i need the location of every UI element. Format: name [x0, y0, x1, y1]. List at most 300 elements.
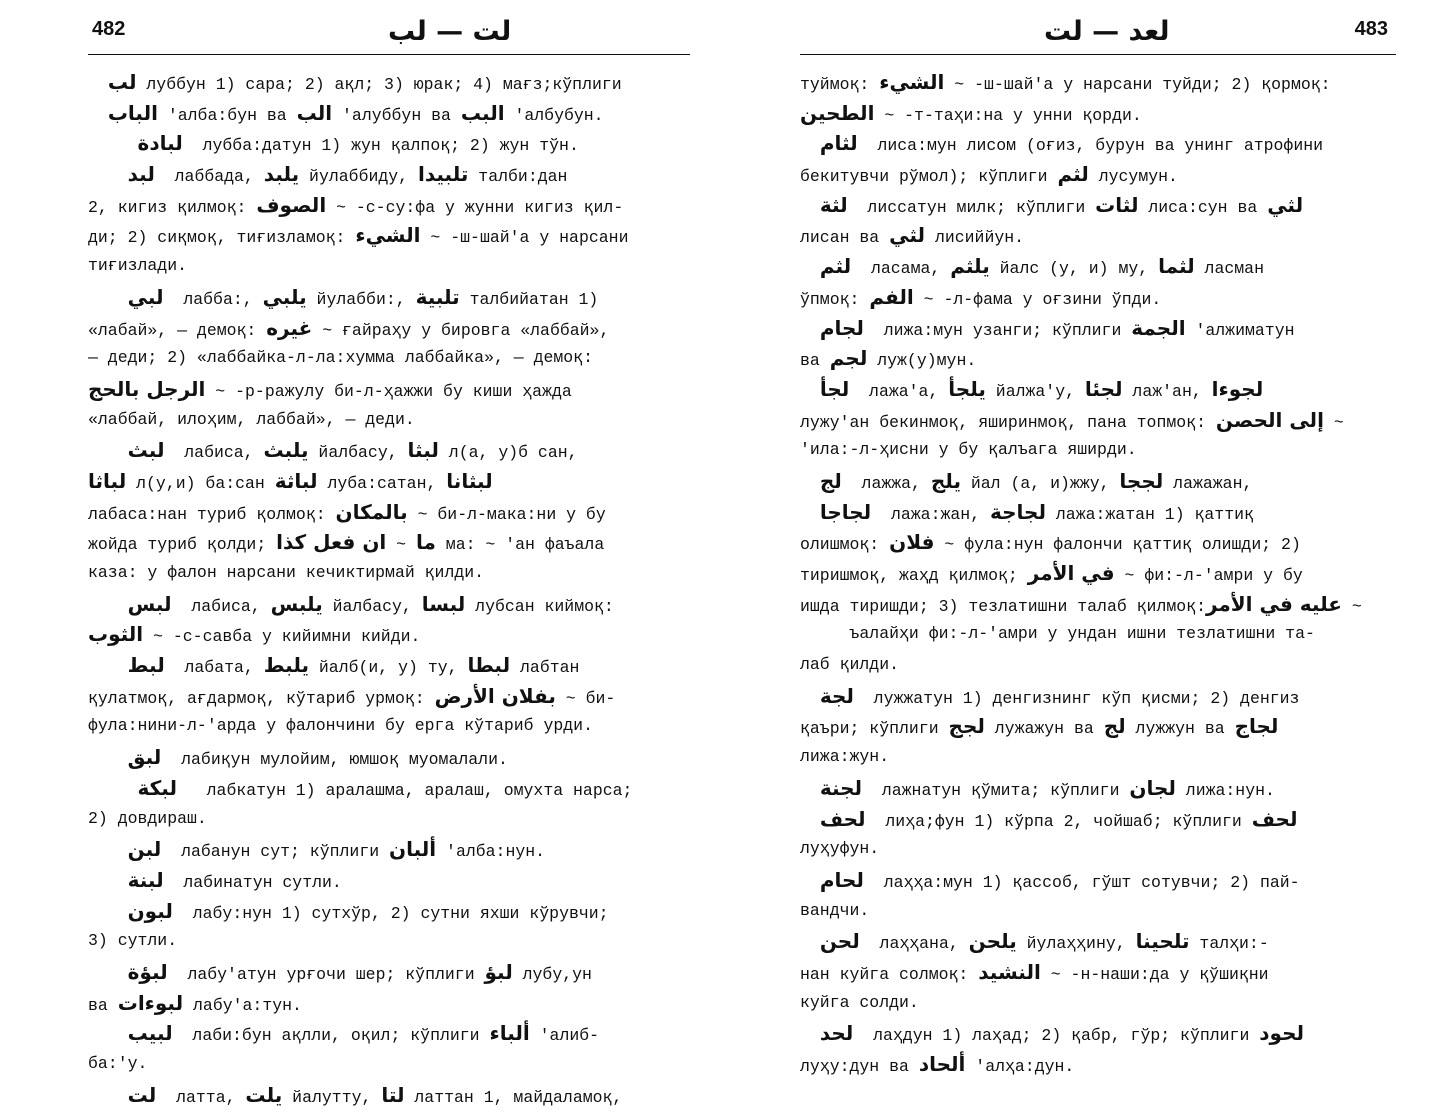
arabic-headword: يلبي [262, 284, 307, 309]
arabic-headword: في الأمر [1027, 561, 1115, 585]
right-page [800, 0, 1396, 1114]
entry-text: қаъри; кўплиги [800, 719, 949, 739]
text-line [88, 282, 690, 313]
left-page-header [88, 0, 690, 55]
text-line [800, 128, 1396, 159]
entry-text: ~ фи:-л-'амри у бу [1114, 566, 1303, 585]
text-line [800, 650, 1396, 681]
entry-text: лажа:жатан 1) қаттиқ [1045, 504, 1254, 524]
entry-text: лабиса, [164, 443, 264, 463]
entry-text: лаббада, [154, 167, 264, 187]
entry-text: қулатмоқ, ағдармоқ, кўтариб урмоқ: [88, 688, 435, 708]
entry-text: лиҳа;фун 1) кўрпа 2, чойшаб; кўплиги [865, 811, 1252, 831]
text-line [88, 681, 690, 712]
arabic-headword: الصوف [256, 192, 327, 217]
entry-text: лажажан, [1163, 473, 1253, 493]
arabic-headword: لبط [127, 653, 165, 678]
entry-text [800, 1026, 820, 1045]
right-page-header [800, 0, 1396, 55]
arabic-headword: البب [460, 100, 505, 125]
entry-text [88, 658, 128, 677]
entry-text: лаж'ан, [1122, 381, 1212, 401]
text-line [800, 527, 1396, 558]
entry-text: ~ [1341, 596, 1362, 616]
entry-text: 'алуббун ва [332, 105, 461, 125]
arabic-headword: لبق [127, 745, 162, 770]
arabic-headword: لجم [829, 346, 868, 371]
entry-text: луба:сатан, [317, 473, 447, 493]
entry-text: «лабай», — демоқ: [88, 320, 267, 340]
arabic-headword: لبث [127, 438, 165, 463]
arabic-headword: لبؤ [484, 959, 513, 984]
arabic-headword: تلبية [415, 284, 460, 309]
arabic-headword: ألباء [489, 1021, 530, 1046]
entry-text: нан куйга солмоқ: [800, 964, 979, 984]
text-line [800, 558, 1396, 589]
entry-text: ~ -ш-шай'а у нарсани туйди; 2) қормоқ: [944, 75, 1331, 94]
entry-text: ласман [1194, 259, 1264, 279]
entry-text: йалб(и, у) ту, [309, 658, 468, 678]
text-line [800, 589, 1396, 620]
arabic-headword: عليه في الأمر [1205, 591, 1342, 616]
entry-text: лиса:мун лисом (оғиз, бурун ва унинг атрофини [857, 136, 1324, 156]
entry-text [88, 781, 138, 800]
entry-text: йалс (у, и) му, [989, 259, 1159, 279]
entry-text: ъалайҳи фи:-л-'амри у ундан ишни тезлатишни та- [800, 624, 1315, 644]
entry-text: 2) довдираш. [88, 808, 207, 828]
entry-text: лужжатун 1) денгизнинг кўп қисми; 2) денгиз [853, 688, 1300, 708]
arabic-headword: تلحينا [1135, 929, 1190, 954]
arabic-headword: لبون [127, 898, 173, 923]
entry-text: — деди; 2) «лаббайка-л-ла:хумма лаббайка», — демоқ: [88, 348, 593, 368]
arabic-headword: الثوب [88, 622, 144, 647]
entry-text [88, 750, 128, 769]
arabic-headword: لجج [948, 714, 985, 739]
entry-text: йалбасу, [322, 596, 422, 616]
text-line [800, 711, 1396, 742]
arabic-headword: لجاجا [819, 499, 872, 524]
arabic-headword: لجوءا [1211, 376, 1264, 401]
arabic-headword: غيره [266, 315, 313, 340]
entry-text: ~ -с-су:фа у жунни кигиз қил- [326, 197, 624, 217]
left-page-number: 482 [92, 18, 126, 40]
entry-text: ишда тиришди; 3) тезлатишни талаб қилмоқ: [800, 596, 1206, 616]
entry-text: туймоқ: [800, 75, 880, 94]
text-line [88, 711, 690, 742]
arabic-headword: لثام [819, 131, 858, 156]
text-line [88, 128, 690, 159]
entry-text [88, 167, 128, 186]
arabic-headword: ألحاد [918, 1052, 966, 1076]
entry-text [800, 382, 820, 401]
arabic-headword: إلى الحصن [1215, 407, 1324, 432]
entry-text: лажнатун қўмита; кўплиги [862, 780, 1130, 800]
entry-text: луҳуфун. [800, 839, 880, 859]
entry-text: ~ [1323, 412, 1344, 432]
arabic-headword: يلبث [263, 438, 309, 463]
arabic-headword: لبطا [467, 653, 511, 678]
text-line [88, 343, 690, 374]
entry-text [88, 1088, 128, 1107]
arabic-headword: لبس [127, 591, 172, 616]
entry-text: лижа:мун узанги; кўплиги [863, 320, 1132, 340]
arabic-headword: لبيب [127, 1021, 173, 1046]
text-line [88, 435, 690, 466]
entry-text: лажа'а, [849, 381, 949, 401]
entry-text [88, 873, 128, 892]
text-line [800, 282, 1396, 313]
entry-text: лабинатун сутли. [163, 872, 342, 892]
left-page-body [88, 55, 690, 1110]
entry-text: лабиса, [171, 596, 271, 616]
arabic-headword: لتا [381, 1082, 405, 1107]
entry-text: ~ -р-ражулу би-л-ҳажжи бу киши ҳажда [205, 381, 572, 401]
text-line [800, 497, 1396, 528]
arabic-headword: لججا [1119, 468, 1164, 493]
text-line [88, 67, 690, 98]
entry-text: талбийатан 1) [459, 289, 599, 309]
entry-text [88, 290, 128, 309]
arabic-headword: الطحين [800, 100, 875, 125]
entry-text: йулабби:, [306, 289, 416, 309]
entry-text: лубба:датун 1) жун қалпоқ; 2) жун тўн. [182, 136, 579, 156]
entry-text [800, 934, 820, 953]
text-line [88, 926, 690, 957]
entry-text: ди; 2) сиқмоқ, тиғизламоқ: [88, 228, 356, 248]
arabic-headword: لحف [819, 806, 866, 831]
arabic-headword: ما [416, 530, 436, 555]
entry-text: ва [88, 995, 118, 1015]
entry-text: жойда туриб қолди; [88, 535, 277, 555]
entry-text [800, 689, 820, 708]
text-line [88, 957, 690, 988]
entry-text: лабиқун мулойим, юмшоқ муомалали. [161, 750, 508, 770]
text-line [88, 220, 690, 251]
text-line [800, 313, 1396, 344]
arabic-headword: لحن [819, 929, 860, 954]
arabic-headword: ألبان [389, 837, 437, 862]
entry-text: ~ ғайраҳу у бировга «лаббай», [312, 320, 610, 340]
arabic-headword: لبسا [421, 591, 466, 616]
arabic-headword: تلبيدا [417, 162, 469, 187]
entry-text: лажжа, [841, 473, 931, 493]
text-line [88, 988, 690, 1019]
text-line [800, 896, 1396, 927]
arabic-headword: بفلان الأرض [434, 683, 556, 708]
arabic-headword: يلت [245, 1082, 283, 1107]
entry-text: талҳи:- [1189, 934, 1269, 954]
arabic-headword: يلحن [968, 929, 1017, 954]
entry-text: бекитувчи рўмол); кўплиги [800, 167, 1058, 187]
entry-text: йалбасу, [308, 443, 408, 463]
entry-text: лаҳҳана, [859, 934, 969, 954]
text-line [800, 405, 1396, 436]
entry-text: лабу'атун урғочи шер; кўплиги [167, 964, 485, 984]
entry-text: вандчи. [800, 900, 870, 920]
entry-text [800, 474, 820, 493]
entry-text [88, 75, 108, 94]
arabic-headword: يلبس [270, 591, 323, 616]
entry-text: 'алиб- [529, 1026, 600, 1046]
arabic-headword: الشيء [355, 223, 421, 248]
entry-text: йалутту, [282, 1087, 382, 1107]
text-line [88, 773, 690, 804]
text-line [88, 619, 690, 650]
entry-text: ~ -л-фама у оғзини ўпди. [913, 289, 1162, 309]
text-line [88, 159, 690, 190]
entry-text [88, 965, 128, 984]
entry-text: «лаббай, илоҳим, лаббай», — деди. [88, 409, 415, 429]
entry-text [88, 1026, 128, 1045]
arabic-headword: لثما [1158, 254, 1195, 279]
entry-text: ~ -ш-шай'а у нарсани [420, 228, 629, 248]
entry-text: тиришмоқ, жаҳд қилмоқ; [800, 566, 1028, 585]
entry-text: лабаса:нан туриб қолмоқ: [88, 504, 336, 524]
arabic-headword: الباب [107, 100, 158, 125]
arabic-headword: الشيء [879, 70, 945, 94]
arabic-headword: لجة [819, 683, 854, 708]
entry-text: ўпмоқ: [800, 289, 870, 309]
arabic-headword: لبد [127, 162, 155, 187]
entry-text: лужажун ва [984, 719, 1104, 739]
arabic-headword: الرجل بالحج [88, 376, 206, 401]
text-line [800, 804, 1396, 835]
entry-text: 'алжиматун [1185, 320, 1295, 340]
entry-text: 'албубун. [504, 105, 604, 125]
text-line [800, 374, 1396, 405]
right-page-running-head: لعد — لت [1044, 16, 1170, 47]
entry-text [800, 198, 820, 217]
entry-text: лужу'ан бекинмоқ, яширинмоқ, пана топмоқ: [800, 412, 1216, 432]
text-line [88, 558, 690, 589]
arabic-headword: يلجأ [948, 376, 986, 401]
text-line [88, 1018, 690, 1049]
entry-text: 'алба:нун. [436, 842, 546, 862]
entry-text: лиссатун милк; кўплиги [847, 197, 1096, 217]
entry-text: олишмоқ: [800, 535, 890, 555]
arabic-headword: يلبط [263, 653, 309, 678]
entry-text: лужжун ва [1125, 719, 1235, 739]
entry-text: лижа:жун. [800, 747, 890, 767]
text-line [88, 1049, 690, 1080]
arabic-headword: بالمكان [335, 499, 408, 524]
entry-text: ласама, [851, 259, 951, 279]
entry-text [88, 842, 128, 861]
text-line [88, 405, 690, 436]
text-line [800, 466, 1396, 497]
entry-text: ма: ~ 'ан фаъала [435, 535, 605, 555]
text-line [800, 343, 1396, 374]
text-line [88, 190, 690, 221]
entry-text: лубу,ун [512, 964, 592, 984]
entry-text [800, 259, 820, 278]
arabic-headword: لثات [1095, 192, 1139, 217]
entry-text: лабкатун 1) аралашма, аралаш, омухта нарса; [176, 780, 633, 800]
left-page [88, 0, 690, 1114]
arabic-headword: لحود [1259, 1021, 1304, 1046]
text-line [800, 619, 1396, 650]
arabic-headword: لثم [819, 254, 852, 279]
entry-text: лабба:, [163, 289, 263, 309]
entry-text [800, 812, 820, 831]
entry-text: ~ -т-таҳи:на у унни қорди. [874, 105, 1142, 125]
entry-text: 2, кигиз қилмоқ: [88, 197, 257, 217]
arabic-headword: لحام [819, 867, 864, 892]
text-line [88, 834, 690, 865]
entry-text: лижа:нун. [1175, 780, 1275, 800]
arabic-headword: يلبد [263, 162, 300, 187]
arabic-headword: لبثا [407, 438, 439, 463]
arabic-headword: لحد [819, 1021, 854, 1046]
arabic-headword: لت [127, 1082, 157, 1107]
text-line [800, 67, 1396, 98]
arabic-headword: لباثة [274, 468, 318, 493]
entry-text: л(а, у)б сан, [438, 443, 578, 463]
entry-text: лабу:нун 1) сутхўр, 2) сутни яхши кўрувчи; [172, 903, 609, 923]
entry-text: йал (а, и)жжу, [960, 473, 1120, 493]
entry-text: лубсан киймоқ: [465, 596, 614, 616]
arabic-headword: لبي [127, 284, 164, 309]
entry-text [88, 136, 138, 155]
entry-text: ~ би-л-мака:ни у бу [407, 504, 606, 524]
text-line [88, 98, 690, 129]
arabic-headword: يلج [930, 468, 961, 493]
arabic-headword: الجمة [1131, 315, 1186, 340]
entry-text: луббун 1) сара; 2) ақл; 3) юрак; 4) мағз;кўплиги [136, 75, 622, 94]
entry-text: лаҳдун 1) лаҳад; 2) қабр, гўр; кўплиги [853, 1026, 1260, 1046]
text-line [800, 159, 1396, 190]
entry-text [800, 321, 820, 340]
entry-text [800, 873, 820, 892]
entry-text: ~ [386, 535, 416, 555]
entry-text: йулаҳҳину, [1016, 934, 1136, 954]
arabic-headword: لجاجة [990, 499, 1046, 524]
text-line [88, 466, 690, 497]
arabic-headword: لثي [889, 223, 926, 248]
entry-text: йалжа'у, [985, 381, 1085, 401]
text-line [800, 988, 1396, 1019]
entry-text: лусумун. [1088, 167, 1178, 187]
entry-text: ~ фула:нун фалончи қаттиқ олишди; 2) [934, 535, 1301, 555]
entry-text [88, 597, 128, 616]
text-line [88, 896, 690, 927]
arabic-headword: ان فعل كذا [276, 530, 387, 555]
arabic-headword: لجأ [819, 376, 850, 401]
entry-text: лаб қилди. [800, 655, 900, 675]
text-line [88, 742, 690, 773]
entry-text: лиса:сун ва [1138, 197, 1268, 217]
entry-text: ва [800, 351, 830, 371]
arabic-headword: لج [1103, 714, 1126, 739]
entry-text [88, 443, 128, 462]
arabic-headword: لبكة [137, 775, 177, 800]
entry-text: лабанун сут; кўплиги [161, 842, 390, 862]
arabic-headword: لج [819, 468, 842, 493]
text-line [800, 957, 1396, 988]
entry-text: йулаббиду, [299, 167, 418, 187]
entry-text: ~ -с-савба у кийимни кийди. [143, 627, 421, 647]
text-line [800, 1049, 1396, 1080]
text-line [800, 435, 1396, 466]
entry-text: тиғизлади. [88, 256, 188, 276]
entry-text: лабу'а:тун. [183, 995, 302, 1015]
text-line [800, 1018, 1396, 1049]
arabic-headword: الفم [869, 284, 914, 309]
left-page-running-head: لت — لب [388, 16, 512, 47]
text-line [88, 497, 690, 528]
text-line [88, 650, 690, 681]
text-line [88, 374, 690, 405]
entry-text [88, 106, 108, 125]
arabic-headword: لجاج [1234, 714, 1279, 739]
entry-text: лабата, [164, 658, 264, 678]
arabic-headword: يلثم [950, 254, 990, 279]
text-line [800, 742, 1396, 773]
arabic-headword: لب [107, 70, 137, 94]
entry-text: луҳу:дун ва [800, 1057, 919, 1076]
text-line [800, 98, 1396, 129]
arabic-headword: لبوءات [117, 990, 184, 1015]
text-line [88, 589, 690, 620]
arabic-headword: لجئا [1084, 376, 1123, 401]
arabic-headword: لجام [819, 315, 864, 340]
entry-text: латтан 1, майдаламоқ, [404, 1087, 623, 1107]
text-line [88, 865, 690, 896]
text-line [800, 773, 1396, 804]
arabic-headword: لجان [1129, 775, 1176, 800]
entry-text: 3) сутли. [88, 931, 178, 951]
entry-text: 'ила:-л-ҳисни у бу қалъага яширди. [800, 440, 1137, 460]
text-line [88, 251, 690, 282]
entry-text [800, 505, 820, 524]
text-line [800, 834, 1396, 865]
entry-text: 'алҳа:дун. [965, 1057, 1075, 1076]
entry-text [88, 904, 128, 923]
arabic-headword: لبثانا [446, 468, 493, 493]
arabic-headword: لجنة [819, 775, 863, 800]
arabic-headword: لثي [1267, 192, 1304, 217]
entry-text: луж(у)мун. [867, 351, 977, 371]
entry-text: лисиййун. [925, 228, 1025, 248]
entry-text: лаби:бун ақлли, оқил; кўплиги [172, 1026, 490, 1046]
text-line [800, 220, 1396, 251]
text-line [800, 681, 1396, 712]
text-line [800, 190, 1396, 221]
entry-text: лисан ва [800, 228, 890, 248]
entry-text: куйга солди. [800, 992, 919, 1012]
entry-text: каза: у фалон нарсани кечиктирмай қилди. [88, 563, 485, 582]
text-line [88, 527, 690, 558]
arabic-headword: النشيد [978, 959, 1041, 984]
entry-text: лаҳҳа:мун 1) қассоб, гўшт сотувчи; 2) пай- [863, 872, 1300, 892]
arabic-headword: لبنة [127, 867, 164, 892]
entry-text [800, 781, 820, 800]
entry-text: ба:'у. [88, 1054, 148, 1073]
text-line [800, 865, 1396, 896]
entry-text: фула:нини-л-'арда у фалончини бу ерга кўтариб урди. [88, 716, 593, 736]
entry-text: ~ би- [555, 688, 616, 708]
entry-text: л(у,и) ба:сан [126, 473, 275, 493]
arabic-headword: لبن [127, 837, 162, 862]
text-line [88, 1080, 690, 1111]
entry-text [800, 136, 820, 155]
arabic-headword: لثم [1057, 162, 1089, 187]
arabic-headword: لبؤة [127, 959, 168, 984]
right-page-body [800, 55, 1396, 1080]
arabic-headword: فلان [889, 530, 935, 555]
entry-text: лабтан [510, 658, 580, 678]
arabic-headword: لحف [1251, 806, 1298, 831]
